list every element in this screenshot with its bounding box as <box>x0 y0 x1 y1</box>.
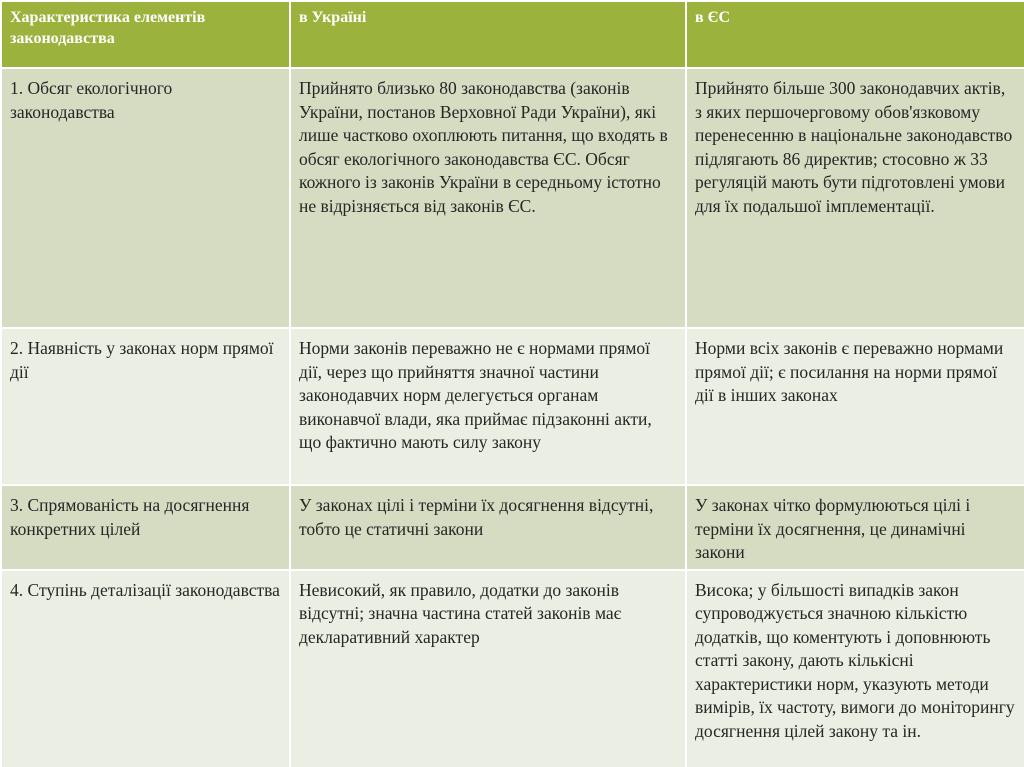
cell-ukraine: Прийнято близько 80 законодавства (законів України, постанов Верховної Ради України), які лише частково охоплюють питання, що входять в обсяг екологічного законодавства ЄС. Обсяг кожного із законів України в середньому істотно не відрізняється від законів ЄС. <box>290 68 686 328</box>
cell-characteristic: 4. Ступінь деталізації законодавства <box>1 570 290 767</box>
header-row <box>1 1 1024 68</box>
cell-eu: Норми всіх законів є переважно нормами прямої дії; є посилання на норми прямої дії в інших законах <box>686 328 1024 485</box>
cell-characteristic: 2. Наявність у законах норм прямої дії <box>1 328 290 485</box>
cell-eu: Висока; у більшості випадків закон супроводжується значною кількістю додатків, що коментують і доповнюють статті закону, дають кількісні характеристики норм, указують методи вимірів, їх частоту, вимоги до моніторингу досягнення цілей закону та ін. <box>686 570 1024 767</box>
table-row <box>1 68 1024 328</box>
header-eu: в ЄС <box>686 1 1024 68</box>
cell-eu: Прийнято більше 300 законодавчих актів, з яких першочерговому обов'язковому перенесенню в національне законодавство підлягають 86 директив; стосовно ж 33 регуляцій мають бути підготовлені умови для їх подальшої імплементації. <box>686 68 1024 328</box>
header-characteristic: Характеристика елементів законодавства <box>1 1 290 68</box>
table-row <box>1 485 1024 570</box>
table-row <box>1 328 1024 485</box>
cell-ukraine: Невисокий, як правило, додатки до законів відсутні; значна частина статей законів має декларативний характер <box>290 570 686 767</box>
cell-characteristic: 1. Обсяг екологічного законодавства <box>1 68 290 328</box>
cell-ukraine: Норми законів переважно не є нормами прямої дії, через що прийняття значної частини законодавчих норм делегується органам виконавчої влади, яка приймає підзаконні акти, що фактично мають силу закону <box>290 328 686 485</box>
table-row <box>1 570 1024 767</box>
header-ukraine: в Україні <box>290 1 686 68</box>
cell-eu: У законах чітко формулюються цілі і терміни їх досягнення, це динамічні закони <box>686 485 1024 570</box>
cell-characteristic: 3. Спрямованість на досягнення конкретних цілей <box>1 485 290 570</box>
cell-ukraine: У законах цілі і терміни їх досягнення відсутні, тобто це статичні закони <box>290 485 686 570</box>
